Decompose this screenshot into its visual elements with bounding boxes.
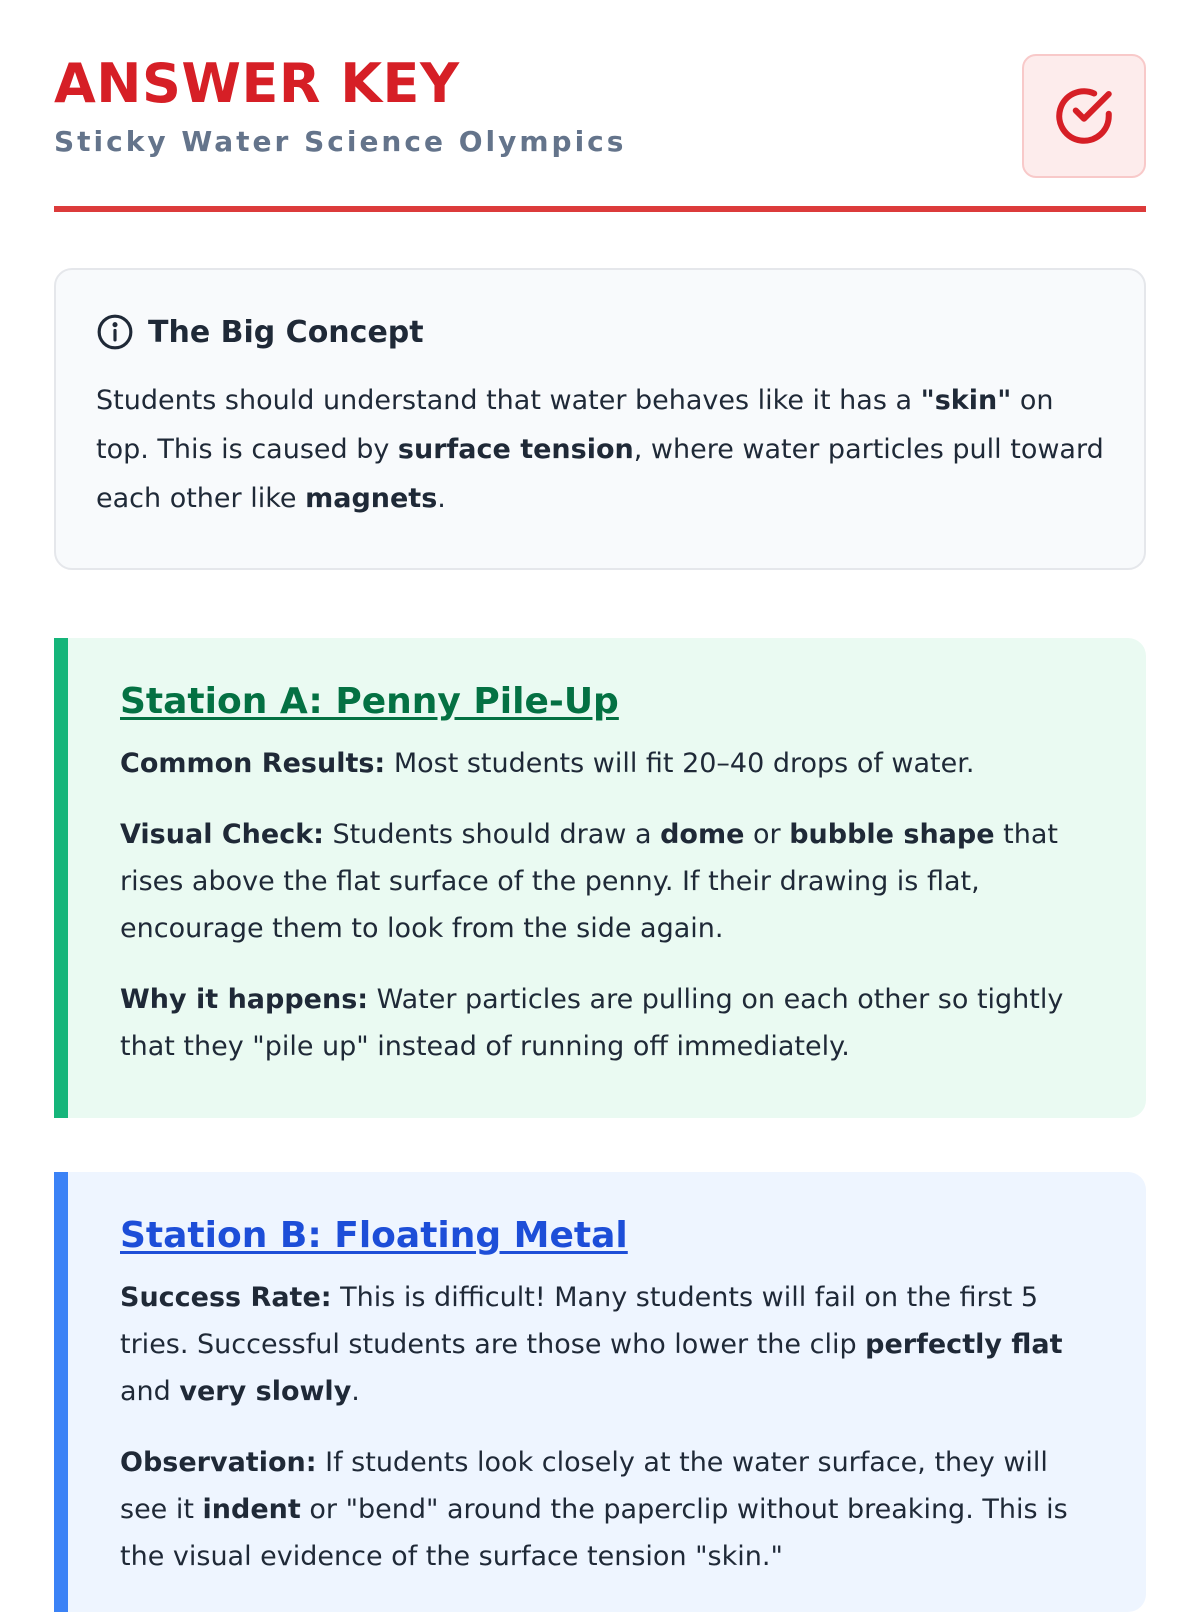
concept-text-part: . (437, 483, 446, 514)
visual-check-text: that rises above the flat surface of the penny. If their drawing is flat, encourage them to look from the side again. (120, 819, 1058, 944)
big-concept-header (96, 310, 1104, 354)
station-b-title: Station B: Floating Metal (120, 1215, 628, 1256)
term-dome: dome (660, 819, 745, 850)
why-it-happens-text: Water particles are pulling on each other so tightly that they "pile up" instead of running off immediately. (120, 984, 1064, 1062)
station-a-card (54, 638, 1146, 1118)
page-subtitle: Sticky Water Science Olympics (54, 125, 627, 158)
concept-text-part: Students should understand that water behaves like it has a (96, 385, 921, 416)
success-rate-label: Success Rate: (120, 1282, 332, 1313)
common-results-text: Most students will fit 20–40 drops of water. (385, 748, 975, 779)
observation-text: If students look closely at the water surface, they will see it (120, 1447, 1048, 1525)
station-b-card (54, 1172, 1146, 1612)
info-icon (96, 313, 134, 351)
why-it-happens-label: Why it happens: (120, 984, 369, 1015)
visual-check-text: or (744, 819, 790, 850)
page-title: ANSWER KEY (54, 52, 460, 115)
term-perfectly-flat: perfectly flat (865, 1329, 1063, 1360)
term-indent: indent (202, 1494, 301, 1525)
big-concept-title: The Big Concept (148, 314, 424, 350)
concept-term-skin: "skin" (920, 385, 1012, 416)
visual-check-label: Visual Check: (120, 819, 324, 850)
observation-text: or "bend" around the paperclip without breaking. This is the visual evidence of the surface tension "skin." (120, 1494, 1068, 1572)
visual-check-text: Students should draw a (323, 819, 661, 850)
common-results-label: Common Results: (120, 748, 386, 779)
station-a-why-it-happens (120, 976, 1100, 1070)
success-rate-text: This is difficult! Many students will fail on the first 5 tries. Successful students are those who lower the clip (120, 1282, 1039, 1360)
station-b-observation (120, 1439, 1100, 1580)
station-b-success-rate (120, 1274, 1100, 1415)
station-a-title: Station A: Penny Pile-Up (120, 681, 619, 722)
station-a-common-results (120, 740, 1100, 787)
term-bubble-shape: bubble shape (789, 819, 995, 850)
concept-text-part: on top. This is caused by (96, 385, 1054, 465)
check-badge (1022, 54, 1146, 178)
big-concept-card (54, 268, 1146, 570)
concept-term-surface-tension: surface tension (397, 434, 634, 465)
check-circle-icon (1051, 83, 1117, 149)
big-concept-text (96, 376, 1104, 523)
concept-term-magnets: magnets (305, 483, 438, 514)
page-header (54, 0, 1146, 212)
observation-label: Observation: (120, 1447, 317, 1478)
success-rate-text: and (120, 1376, 180, 1407)
concept-text-part: , where water particles pull toward each other like (96, 434, 1104, 514)
success-rate-text: . (351, 1376, 360, 1407)
term-very-slowly: very slowly (179, 1376, 352, 1407)
station-a-visual-check (120, 811, 1100, 952)
